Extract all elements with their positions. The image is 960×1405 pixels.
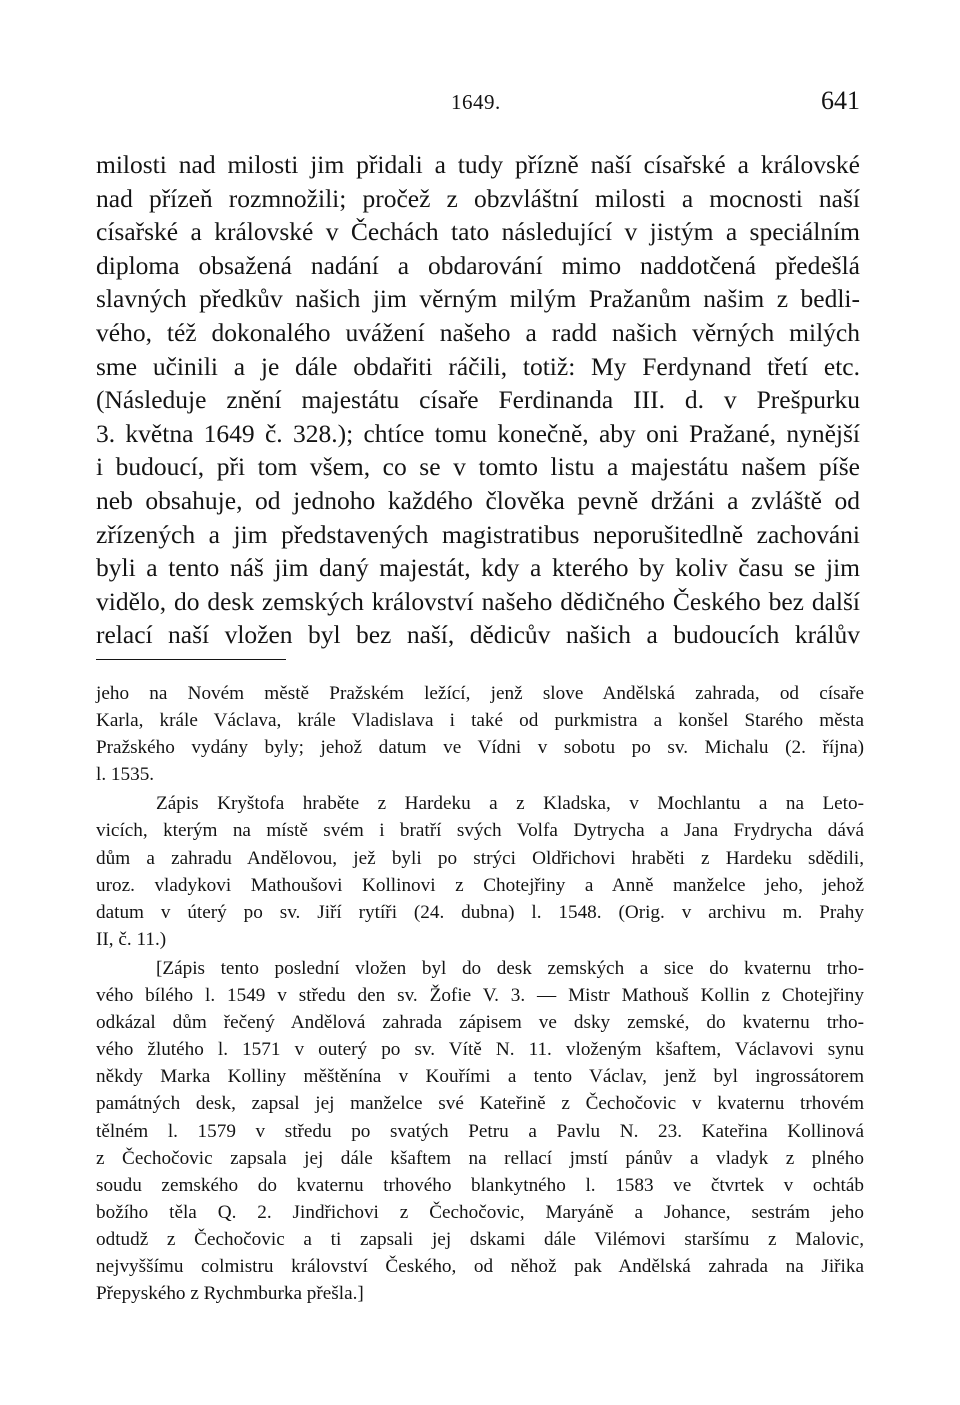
footnote-divider bbox=[96, 659, 286, 660]
text-line: sme učinili a je dále obdařiti ráčili, totiž: My Ferdynand třetí etc. bbox=[96, 351, 860, 381]
footnote-line: Pražského vydány byly; jehož datum ve Vídni v sobotu po sv. Michalu (2. října) bbox=[96, 737, 864, 759]
text-line: diploma obsažená nadání a obdarování mimo naddotčená předešlá bbox=[96, 250, 860, 280]
footnote-line: [Zápis tento poslední vložen byl do desk zemských a sice do kvaternu trho- bbox=[156, 957, 864, 979]
footnotes bbox=[96, 680, 864, 1307]
footnote-line: Karla, krále Václava, krále Vladislava i také od purkmistra a konšel Starého města bbox=[96, 710, 864, 732]
text-line: neb obsahuje, od jednoho každého člověka pevně držáni a zvláště od bbox=[96, 485, 860, 515]
header-year: 1649. bbox=[451, 90, 501, 114]
text-line: císařské a královské v Čechách tato následující v jistým a speciálním bbox=[96, 217, 860, 247]
footnote-line: odtudž z Čechočovic a ti zapsali jej dskami dále Vilémovi staršímu z Malovic, bbox=[96, 1228, 864, 1250]
text-line: byli a tento náš jim daný majestát, kdy a kterého by koliv času se jim bbox=[96, 553, 860, 583]
text-line: (Následuje znění majestátu císaře Ferdinanda III. d. v Prešpurku bbox=[96, 385, 860, 415]
footnote-line: uroz. vladykovi Mathoušovi Kollinovi z Chotejřiny a Anně manželce jeho, jehož bbox=[96, 874, 864, 896]
footnote-line: nejvyššímu colmistru království Českého, od něhož pak Andělská zahrada na Jiřika bbox=[96, 1255, 864, 1277]
footnote-line: vicích, kterým na místě svém i bratří svých Volfa Dytrycha a Jana Frydrycha dává bbox=[96, 820, 864, 842]
footnote-line: Zápis Kryštofa hraběte z Hardeku a z Kladska, v Mochlantu a na Leto- bbox=[156, 793, 864, 815]
footnote-line: někdy Marka Kolliny měštěnína v Kouřími a tento Václav, jenž byl ingrossátorem bbox=[96, 1066, 864, 1088]
footnote-line: II, č. 11.) bbox=[96, 928, 167, 950]
text-line: nad přízeň rozmnožili; pročež z obzvláštní milosti a mocnosti naší bbox=[96, 183, 860, 213]
text-line: vidělo, do desk zemských království našeho dědičného Českého bez další bbox=[96, 586, 860, 616]
text-line: slavných předkův našich jim věrným milým Pražanům našim z bedli- bbox=[96, 284, 860, 314]
footnote-line: soudu zemského do kvaternu trhového blankytného l. 1583 ve čtvrtek v ochtáb bbox=[96, 1174, 864, 1196]
footnote-line: božího těla Q. 2. Jindřichovi z Čechočovic, Maryáně a Johance, sestrám jeho bbox=[96, 1201, 864, 1223]
footnote-line: jeho na Novém městě Pražském ležící, jenž slove Andělská zahrada, od císaře bbox=[96, 683, 864, 704]
text-line: 3. května 1649 č. 328.); chtíce tomu konečně, aby oni Pražané, nynější bbox=[96, 418, 860, 448]
text-line: vého, též dokonalého uvážení našeho a radd našich věrných milých bbox=[96, 317, 860, 347]
text-line: zřízených a jim představených magistratibus neporušitedlně zachováni bbox=[96, 519, 860, 549]
footnote-paragraph bbox=[96, 955, 864, 1307]
footnote-line: l. 1535. bbox=[96, 764, 155, 786]
footnote-line: z Čechočovic zapsala jej dále kšaftem na rellací jmstí pánův a vladyk z plného bbox=[96, 1147, 864, 1169]
footnote-line: vého bílého l. 1549 v středu den sv. Žofie V. 3. — Mistr Mathouš Kollin z Chotejřiny bbox=[96, 985, 864, 1007]
text-line: i budoucí, při tom všem, co se v tomto listu a majestátu našem píše bbox=[96, 452, 860, 482]
footnote-line: odkázal dům řečený Andělová zahrada zápisem ve dsky zemské, do kvaternu trho- bbox=[96, 1012, 864, 1034]
footnote-line: vého žlutého l. 1571 v outerý po sv. Vítě N. 11. vloženým kšaftem, Václavovi synu bbox=[96, 1039, 864, 1061]
footnote-line: dům a zahradu Andělovou, jež byli po strýci Oldřichovi hraběti z Hardeku sdědili, bbox=[96, 847, 864, 869]
page-number: 641 bbox=[821, 86, 860, 115]
footnote-paragraph bbox=[96, 790, 864, 953]
running-header bbox=[96, 86, 860, 120]
text-line: relací naší vložen byl bez naší, dědicův našich a budoucích králův bbox=[96, 620, 860, 650]
footnote-line: tělném l. 1579 v středu po svatých Petru a Pavlu N. 23. Kateřina Kollinová bbox=[96, 1120, 864, 1142]
footnote-line: Přepyského z Rychmburka přešla.] bbox=[96, 1283, 364, 1305]
text-line: milosti nad milosti jim přidali a tudy přízně naší císařské a královské bbox=[96, 150, 860, 179]
footnote-paragraph bbox=[96, 680, 864, 788]
footnote-line: datum v úterý po sv. Jiří rytíři (24. dubna) l. 1548. (Orig. v archivu m. Prahy bbox=[96, 901, 864, 923]
footnote-line: památných desk, zapsal jej manželce své Kateřině z Čechočovic v kvaternu trhovém bbox=[96, 1093, 864, 1115]
main-text bbox=[96, 148, 860, 652]
